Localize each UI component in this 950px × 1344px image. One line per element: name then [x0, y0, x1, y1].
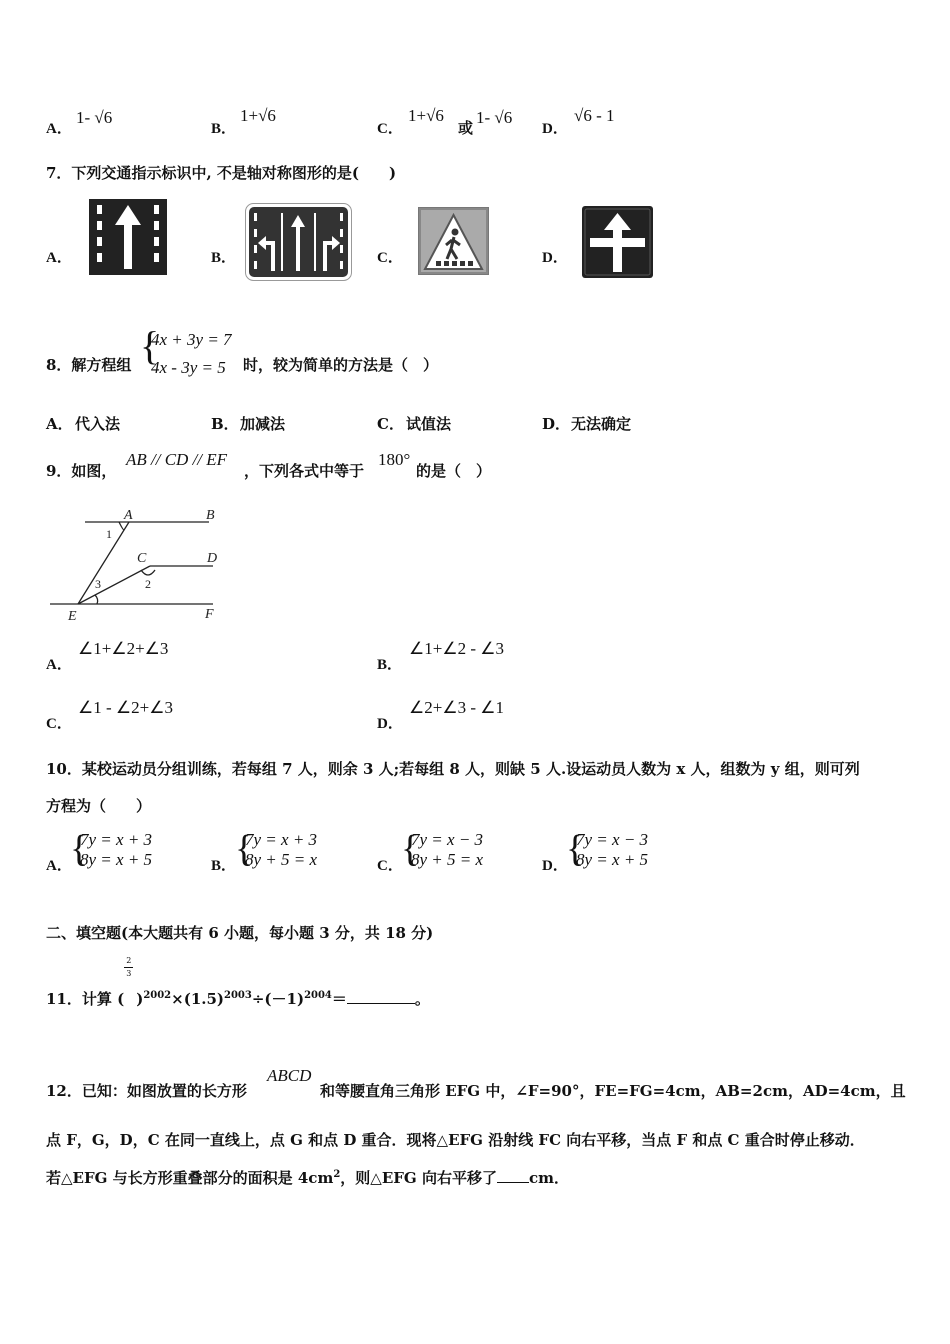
q8-option-a-label: A． [46, 415, 73, 433]
q10-option-c-brace: { [401, 828, 420, 870]
intersection-sign-icon [582, 206, 653, 278]
section-heading-fill-in: 二、填空题(本大题共有 6 小题，每小题 3 分，共 18 分) [46, 924, 434, 942]
q7-option-a-label: A． [46, 250, 72, 266]
q9-angle-1: 1 [106, 527, 112, 541]
q6-option-d-expr: √6 - 1 [574, 106, 615, 125]
q9-point-c: C [137, 551, 147, 566]
q9-value: 180° [378, 450, 411, 469]
q6-option-a-label: A． [46, 121, 72, 137]
q11-fraction-denominator: 3 [126, 969, 132, 978]
q9-condition: AB // CD // EF [126, 450, 228, 469]
q12-line3-sup: 2 [333, 1169, 341, 1180]
q11-div: ÷(－1) [251, 990, 305, 1008]
q11-fraction-numerator: 2 [126, 956, 132, 965]
q11-exp3: 2004 [304, 990, 332, 1001]
q9-stem-prefix: 9．如图， [46, 462, 117, 480]
q7-option-c-label: C． [377, 250, 403, 266]
q9-stem-suffix: 的是（ ） [416, 462, 492, 480]
q11-exp2: 2003 [224, 990, 252, 1001]
q11-paren-close: ) [136, 990, 144, 1008]
q9-option-c-label: C． [46, 716, 72, 732]
q8-stem-suffix: 时，较为简单的方法是（ ） [243, 356, 439, 374]
q6-option-b-expr: 1+√6 [240, 106, 276, 125]
q9-option-c-expr: ∠1 - ∠2+∠3 [78, 698, 173, 717]
q12-line3-mid: ，则△EFG 向右平移了 [340, 1169, 497, 1187]
q7-stem: 7．下列交通指示标识中, 不是轴对称图形的是( ) [46, 164, 397, 182]
q10-option-d-label: D． [542, 858, 568, 874]
q12-rect-name: ABCD [267, 1066, 312, 1085]
q12-answer-blank[interactable] [497, 1182, 529, 1183]
q8-option-a-text: 代入法 [75, 415, 121, 433]
q9-point-e: E [68, 609, 77, 624]
q10-stem-line2: 方程为（ ） [46, 797, 152, 815]
q9-option-a-label: A． [46, 657, 72, 673]
q10-option-d-brace: { [566, 828, 585, 870]
q10-option-a-eq1: 7y = x + 3 [80, 830, 153, 849]
q10-option-b-eq2: 8y + 5 = x [245, 850, 318, 869]
q8-equation-1: 4x + 3y = 7 [151, 330, 232, 349]
q10-option-b-eq1: 7y = x + 3 [245, 830, 318, 849]
q11-exp1: 2002 [143, 990, 172, 1001]
q7-option-d-label: D． [542, 250, 568, 266]
q9-parallel-lines-figure [45, 500, 230, 628]
q8-system-brace: { [140, 323, 160, 368]
q9-point-f: F [205, 607, 214, 622]
q10-option-d-system [576, 830, 648, 870]
q10-option-c-label: C． [377, 858, 403, 874]
q8-option-d-text: 无法确定 [571, 415, 632, 433]
q7-option-b-label: B． [211, 250, 237, 266]
q9-option-d-label: D． [377, 716, 403, 732]
q9-angle-2: 2 [145, 577, 151, 591]
q10-stem-line1: 10．某校运动员分组训练，若每组 7 人，则余 3 人;若每组 8 人，则缺 5 人.设运动员人数为 x 人，组数为 y 组，则可列 [46, 760, 860, 778]
q9-option-d-expr: ∠2+∠3 - ∠1 [409, 698, 504, 717]
q8-stem-prefix: 8．解方程组 [46, 356, 132, 374]
q6-option-c-connector: 或 [458, 119, 474, 137]
q10-option-d-eq1: 7y = x − 3 [576, 830, 649, 849]
q10-option-c-eq1: 7y = x − 3 [411, 830, 484, 849]
q11-line [46, 956, 430, 1009]
q9-point-b: B [206, 508, 215, 523]
pedestrian-crossing-sign-icon [418, 207, 489, 275]
q10-option-b-brace: { [235, 828, 254, 870]
q8-option-b-text: 加减法 [240, 415, 286, 433]
q10-option-b-label: B． [211, 858, 237, 874]
q12-line1-suffix: 和等腰直角三角形 EFG 中，∠F=90°，FE=FG=4cm，AB=2cm，AD=4cm，且 [320, 1082, 906, 1100]
q6-option-d-label: D． [542, 121, 568, 137]
q10-option-c-system [411, 830, 483, 870]
q10-option-a-label: A． [46, 858, 72, 874]
q11-fraction [124, 956, 136, 1004]
q8-option-c-text: 试值法 [406, 415, 452, 433]
q8-option-d-label: D． [542, 415, 571, 433]
q6-option-b-label: B． [211, 121, 237, 137]
q8-equation-system [151, 330, 232, 378]
q11-times: ×(1.5) [171, 990, 225, 1008]
q10-option-b-system [245, 830, 317, 870]
q12-line3 [46, 1167, 569, 1188]
q9-point-a: A [124, 508, 133, 523]
q10-option-d-eq2: 8y = x + 5 [576, 850, 649, 869]
q10-option-a-eq2: 8y = x + 5 [80, 850, 153, 869]
q10-option-c-eq2: 8y + 5 = x [411, 850, 484, 869]
q10-option-a-system [80, 830, 152, 870]
q6-option-c-expr: 1+√6 [408, 106, 444, 125]
q8-option-b-label: B． [211, 415, 239, 433]
q8-option-c-label: C． [377, 415, 404, 433]
q12-line1-prefix: 12．已知：如图放置的长方形 [46, 1082, 247, 1100]
q11-fraction-bar [124, 967, 133, 968]
q12-line3-unit: cm． [528, 1169, 569, 1187]
q9-option-b-expr: ∠1+∠2 - ∠3 [409, 639, 504, 658]
q11-answer-blank[interactable] [347, 1003, 415, 1004]
lane-direction-sign-icon [245, 203, 352, 281]
q9-option-b-label: B． [377, 657, 403, 673]
q6-option-a-expr: 1- √6 [76, 108, 113, 127]
q9-point-d: D [207, 551, 218, 566]
road-arrow-sign-icon [89, 199, 167, 275]
q9-option-a-expr: ∠1+∠2+∠3 [78, 639, 169, 658]
q12-line3-prefix: 若△EFG 与长方形重叠部分的面积是 4cm [46, 1169, 334, 1187]
q10-option-a-brace: { [70, 828, 89, 870]
q11-prefix: 11．计算 ( [46, 990, 125, 1008]
q6-option-c-label: C． [377, 121, 403, 137]
q6-option-c-expr2: 1- √6 [476, 108, 513, 127]
q11-equals: ＝ [331, 990, 347, 1008]
q11-end: 。 [414, 990, 430, 1008]
q12-line2: 点 F，G，D，C 在同一直线上，点 G 和点 D 重合．现将△EFG 沿射线 FC 向右平移，当点 F 和点 C 重合时停止移动． [46, 1131, 865, 1149]
q8-equation-2: 4x - 3y = 5 [151, 358, 226, 377]
q9-stem-mid: ，下列各式中等于 [244, 462, 365, 480]
q9-angle-3: 3 [95, 577, 101, 591]
